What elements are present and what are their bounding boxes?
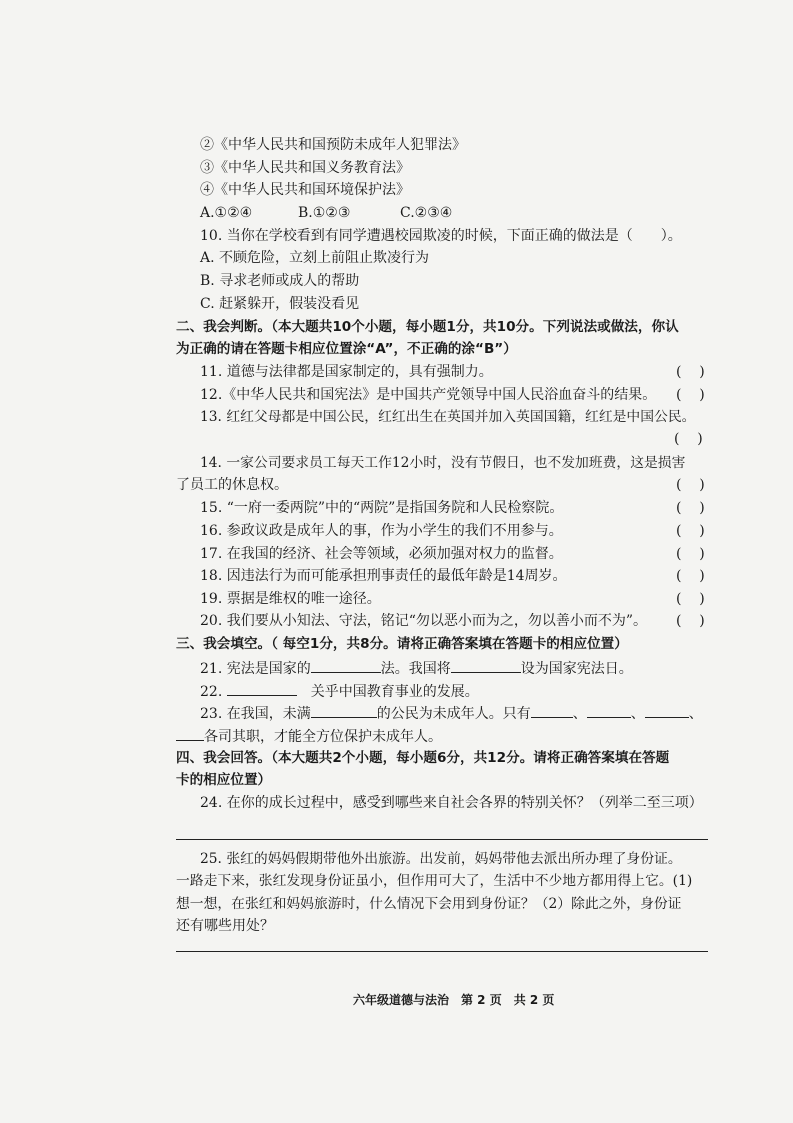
q23-blank-3 [587, 703, 631, 718]
q13: 13. 红红父母都是中国公民，红红出生在英国并加入英国国籍，红红是中国公民。 [200, 409, 696, 425]
q21-text-2: 法。我国将 [380, 661, 451, 677]
q18-answer-paren: ( ) [676, 568, 705, 584]
q9-options [200, 204, 452, 222]
section2-heading-line2: 为正确的请在答题卡相应位置涂“A”，不正确的涂“B”） [176, 341, 517, 357]
q9-option-b: B.①②③ [298, 205, 351, 221]
q14-answer-paren: ( ) [676, 477, 705, 493]
q15-answer-paren: ( ) [676, 500, 705, 516]
q16-answer-paren: ( ) [676, 523, 705, 539]
q22 [200, 681, 479, 701]
q21-text-3: 设为国家宪法日。 [520, 661, 633, 677]
q10-option-c: C. 赶紧躲开，假装没看见 [200, 296, 360, 312]
q12-answer-paren: ( ) [676, 387, 705, 403]
q17-answer-paren: ( ) [676, 546, 705, 562]
q20-answer-paren: ( ) [676, 613, 705, 629]
q9-item-2: ②《中华人民共和国预防未成年人犯罪法》 [200, 137, 466, 153]
q21 [200, 658, 633, 678]
section4-heading-line1: 四、我会回答。（本大题共2个小题，每小题6分，共12分。请将正确答案填在答题 [176, 750, 670, 766]
q19-answer-paren: ( ) [676, 591, 705, 607]
q19: 19. 票据是维权的唯一途径。 [200, 591, 381, 607]
q23-separator: 、 [688, 706, 703, 722]
q23-text-2: 的公民为未成年人。只有 [376, 706, 531, 722]
q23-text-3: 各司其职，才能全方位保护未成年人。 [204, 729, 442, 745]
q9-item-4: ④《中华人民共和国环境保护法》 [200, 182, 410, 198]
q9-item-3: ③《中华人民共和国义务教育法》 [200, 160, 410, 176]
q22-blank [227, 681, 297, 696]
q10-option-a: A. 不顾危险，立刻上前阻止欺凌行为 [200, 250, 430, 266]
q23-text-1: 23. 在我国，未满 [200, 706, 311, 722]
q16: 16. 参政议政是成年人的事，作为小学生的我们不用参与。 [200, 523, 563, 539]
q21-text-1: 21. 宪法是国家的 [200, 661, 311, 677]
q21-blank-2 [451, 658, 521, 673]
q22-number: 22. [200, 684, 223, 700]
q12: 12.《中华人民共和国宪法》是中国共产党领导中国人民浴血奋斗的结果。 [200, 387, 657, 403]
q17: 17. 在我国的经济、社会等领域，必须加强对权力的监督。 [200, 546, 563, 562]
q25-line4: 还有哪些用处？ [176, 918, 274, 934]
q23-line1 [200, 703, 703, 723]
section2-heading-line1: 二、我会判断。（本大题共10个小题，每小题1分，共10分。下列说法或做法，你认 [176, 319, 679, 335]
q23-blank-1 [311, 703, 377, 718]
q25-line1: 25. 张红的妈妈假期带他外出旅游。出发前，妈妈带他去派出所办理了身份证。 [200, 851, 682, 867]
section4-heading-line2: 卡的相应位置） [176, 772, 272, 788]
q23-blank-2 [531, 703, 573, 718]
q25-line3: 想一想，在张红和妈妈旅游时，什么情况下会用到身份证？（2）除此之外，身份证 [176, 896, 682, 912]
q22-text: 关乎中国教育事业的发展。 [310, 684, 479, 700]
q25-line2: 一路走下来，张红发现身份证虽小，但作用可大了，生活中不少地方都用得上它。(1) [176, 873, 693, 889]
q21-blank-1 [311, 658, 381, 673]
q18: 18. 因违法行为而可能承担刑事责任的最低年龄是14周岁。 [200, 568, 567, 584]
q10-option-b: B. 寻求老师或成人的帮助 [200, 273, 360, 289]
q11-answer-paren: ( ) [676, 364, 705, 380]
q20: 20. 我们要从小知法、守法，铭记“勿以恶小而为之，勿以善小而不为”。 [200, 613, 648, 629]
q9-option-c: C.②③④ [400, 205, 453, 221]
q23-separator: 、 [630, 706, 645, 722]
q10-stem: 10. 当你在学校看到有同学遭遇校园欺凌的时候，下面正确的做法是（ ）。 [200, 228, 682, 244]
q23-line2 [176, 726, 442, 746]
section3-heading: 三、我会填空。（ 每空1分，共8分。请将正确答案填在答题卡的相应位置） [176, 636, 628, 652]
page-footer: 六年级道德与法治 第 2 页 共 2 页 [353, 993, 555, 1007]
q24: 24. 在你的成长过程中，感受到哪些来自社会各界的特别关怀？（列举二至三项） [200, 795, 703, 811]
q14-line2: 了员工的休息权。 [176, 477, 288, 493]
q15: 15. “一府一委两院”中的“两院”是指国务院和人民检察院。 [200, 500, 564, 516]
q11: 11. 道德与法律都是国家制定的，具有强制力。 [200, 364, 493, 380]
q13-answer-paren: ( ) [674, 431, 703, 447]
q23-blank-4 [645, 703, 689, 718]
q9-option-a: A.①②④ [200, 205, 253, 221]
q23-blank-5 [176, 726, 204, 741]
q14-line1: 14. 一家公司要求员工每天工作12小时，没有节假日，也不发加班费，这是损害 [200, 455, 686, 471]
q25-answer-line [176, 951, 708, 952]
q24-answer-line [176, 839, 708, 840]
q23-separator: 、 [572, 706, 587, 722]
